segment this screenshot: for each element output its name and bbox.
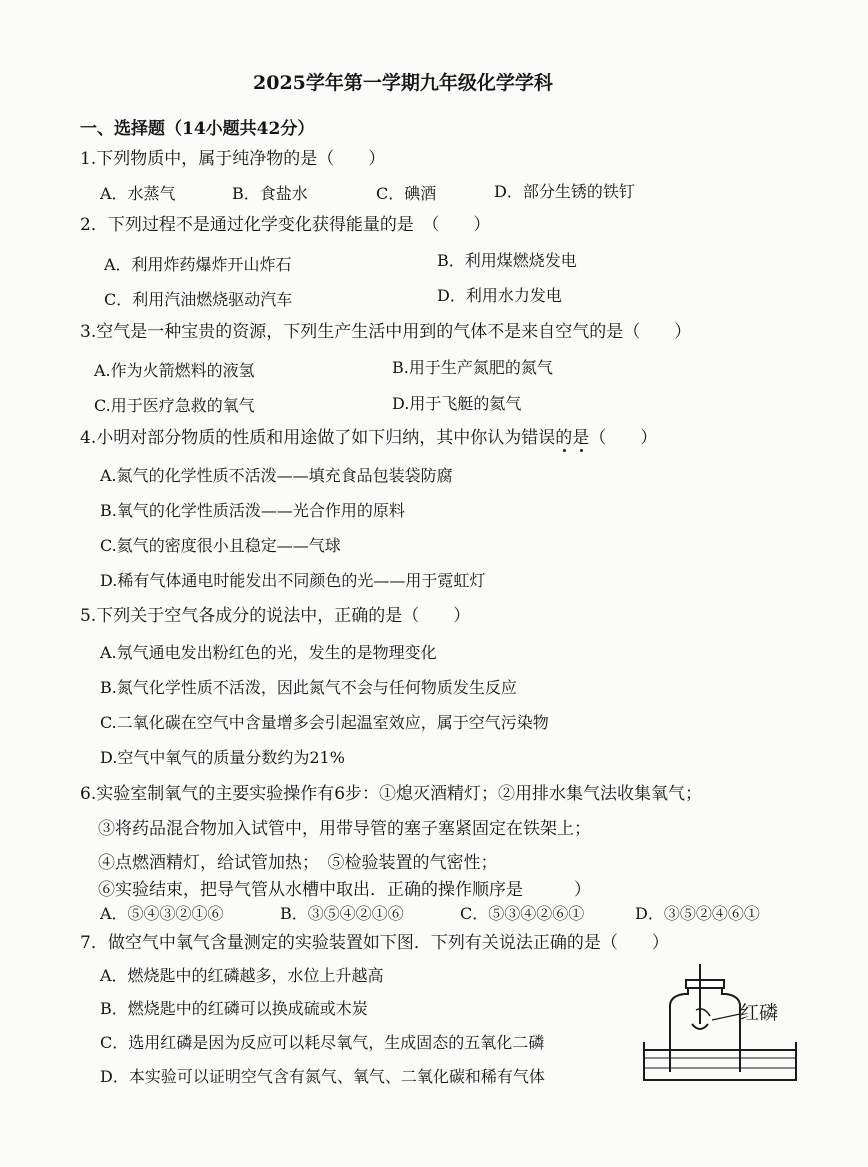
question-7-option-d: D．本实验可以证明空气含有氮气、氧气、二氧化碳和稀有气体 <box>100 1067 545 1086</box>
question-2-option-b: B．利用煤燃烧发电 <box>437 251 577 270</box>
question-6-line-3: ④点燃酒精灯，给试管加热； ⑤检验装置的气密性； <box>98 853 498 873</box>
question-5-stem: 5.下列关于空气各成分的说法中，正确的是（ ） <box>80 606 471 626</box>
question-2-option-c: C．利用汽油燃烧驱动汽车 <box>104 290 293 309</box>
question-6-line-2: ③将药品混合物加入试管中，用带导管的塞子塞紧固定在铁架上； <box>98 819 591 839</box>
section-heading: 一、选择题（14小题共42分） <box>80 119 315 139</box>
emphasis-dot <box>580 449 583 452</box>
question-7-option-a: A．燃烧匙中的红磷越多，水位上升越高 <box>100 966 384 985</box>
question-1-option-b: B．食盐水 <box>232 184 308 203</box>
page-title: 2025学年第一学期九年级化学学科 <box>253 72 553 94</box>
question-3-option-b: B.用于生产氮肥的氮气 <box>392 358 553 377</box>
question-5-option-c: C.二氧化碳在空气中含量增多会引起温室效应，属于空气污染物 <box>100 713 549 732</box>
question-3-option-a: A.作为火箭燃料的液氢 <box>94 361 255 380</box>
question-5-option-b: B.氮气化学性质不活泼，因此氮气不会与任何物质发生反应 <box>100 678 517 697</box>
question-3-option-c: C.用于医疗急救的氧气 <box>94 396 255 415</box>
question-6-line-4: ⑥实验结束，把导气管从水槽中取出．正确的操作顺序是 ） <box>98 880 591 900</box>
question-1-stem: 1.下列物质中，属于纯净物的是（ ） <box>80 149 386 169</box>
question-4-option-a: A.氮气的化学性质不活泼——填充食品包装袋防腐 <box>100 466 453 485</box>
question-7-option-c: C．选用红磷是因为反应可以耗尽氧气，生成固态的五氧化二磷 <box>100 1033 545 1052</box>
figure-label-red-phosphorus: 红磷 <box>740 1002 779 1024</box>
emphasis-dot <box>563 449 566 452</box>
question-6-option-d: D．③⑤②④⑥① <box>635 904 760 923</box>
question-6-option-b: B．③⑤④②①⑥ <box>280 904 404 923</box>
question-3-option-d: D.用于飞艇的氦气 <box>392 394 522 413</box>
question-6-stem: 6.实验室制氧气的主要实验操作有6步：①熄灭酒精灯；②用排水集气法收集氧气； <box>80 784 703 804</box>
question-2-stem: 2．下列过程不是通过化学变化获得能量的是 （ ） <box>80 215 491 235</box>
question-4-stem: 4.小明对部分物质的性质和用途做了如下归纳，其中你认为错误的是（ ） <box>80 428 658 448</box>
question-4-option-d: D.稀有气体通电时能发出不同颜色的光——用于霓虹灯 <box>100 571 486 590</box>
question-1-option-d: D．部分生锈的铁钉 <box>494 182 635 201</box>
question-2-option-d: D．利用水力发电 <box>437 286 562 305</box>
question-5-option-a: A.氖气通电发出粉红色的光，发生的是物理变化 <box>100 643 437 662</box>
question-1-option-a: A．水蒸气 <box>100 184 176 203</box>
question-4-option-b: B.氧气的化学性质活泼——光合作用的原料 <box>100 501 405 520</box>
question-3-stem: 3.空气是一种宝贵的资源，下列生产生活中用到的气体不是来自空气的是（ ） <box>80 322 692 342</box>
question-6-option-c: C．⑤③④②⑥① <box>460 904 585 923</box>
question-7-option-b: B．燃烧匙中的红磷可以换成硫或木炭 <box>100 999 368 1018</box>
question-7-stem: 7．做空气中氧气含量测定的实验装置如下图．下列有关说法正确的是（ ） <box>80 933 669 953</box>
question-4-option-c: C.氦气的密度很小且稳定——气球 <box>100 536 341 555</box>
question-2-option-a: A．利用炸药爆炸开山炸石 <box>104 255 292 274</box>
question-5-option-d: D.空气中氧气的质量分数约为21% <box>100 748 345 767</box>
question-1-option-c: C．碘酒 <box>376 184 437 203</box>
question-6-option-a: A．⑤④③②①⑥ <box>100 904 224 923</box>
